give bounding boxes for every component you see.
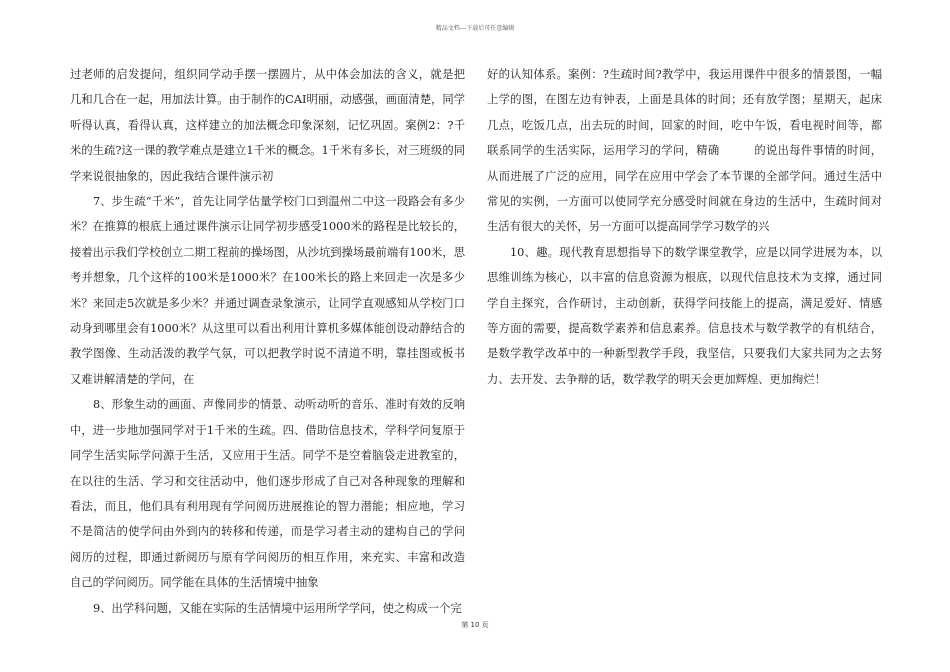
paragraph: 9、出学科问题，又能在实际的生活情境中运用所学学问，使之构成一个完 <box>93 601 462 615</box>
paragraph: 好的认知体系。案例：?生疏时间?教学中，我运用课件中很多的情景图，一幅上学的图，在图左边有钟表，上面是具体的时间；还有放学图；星期天，起床几点，吃饭几点，出去玩的时间，回家的时间，吃中午饭，看电视时间等，都联系同学的生活实际，运用学习的学问，精确 的说出每件事情的时间，从而进展了广泛的应用，同学在应用中学会了本节课的全部学问。通过生活中常见的实例，一方面可以使同学充分感受时间就在身边的生活中，生疏时间对生活有很大的关怀，另一方面可以提高同学学习数学的兴 <box>487 68 882 234</box>
paragraph: 10、趣。现代教育思想指导下的数学课堂教学，应是以同学进展为本，以思维训练为核心，以丰富的信息资源为根底，以现代信息技术为支撑，通过同学自主探究，合作研讨，主动创新，获得学问技能上的提高，满足爱好、情感等方面的需要，提高数学素养和信息素养。信息技术与数学教学的有机结合，是数学教学改革中的一种新型教学手段，我坚信，只要我们大家共同为之去努力、去开发、去争辩的话，数学教学的明天会更加辉煌、更加绚烂！ <box>487 245 882 386</box>
paragraph: 8、形象生动的画面、声像同步的情景、动听动听的音乐、准时有效的反响中，进一步地加强同学对于1千米的生疏。四、借助信息技术，学科学问复原于同学生活实际学问源于生活，又应用于生活。同学不是空着脑袋走进教室的，在以往的生活、学习和交往活动中，他们逐步形成了自己对各种现象的理解和看法，而且，他们具有利用现有学问阅历进展推论的智力潜能；相应地，学习不是简洁的使学问由外到内的转移和传递，而是学习者主动的建构自己的学问阅历的过程，即通过新阅历与原有学问阅历的相互作用，来充实、丰富和改造自己的学问阅历。同学能在具体的生活情境中抽象 <box>70 398 465 590</box>
page-header: 精品文档---下载后可任意编辑 <box>435 25 515 32</box>
left-column <box>70 62 465 621</box>
page-number: 第 10 页 <box>461 621 489 629</box>
right-column <box>487 62 882 392</box>
paragraph: 7、步生疏“千米”，首先让同学估量学校门口到温州二中这一段路会有多少米？在推算的根底上通过课件演示让同学初步感受1000米的路程是比较长的，接着出示我们学校创立二期工程前的操场图，从沙坑到操场最前端有100米，思考并想象，几个这样的100米是1000米？在100米长的路上来回走一次是多少米？来回走5次就是多少米？并通过调查录象演示，让同学直观感知从学校门口动身到哪里会有1000米？从这里可以看出利用计算机多媒体能创设动静结合的教学图像、生动活泼的教学气氛，可以把教学时说不清道不明，靠挂图或板书又难讲解清楚的学问，在 <box>70 195 465 386</box>
paragraph: 过老师的启发提问，组织同学动手摆一摆圆片，从中体会加法的含义，就是把几和几合在一起，用加法计算。由于制作的CAI明丽，动感强，画面清楚，同学听得认真，看得认真，这样建立的加法概念印象深刻，记忆巩固。案例2：?千米的生疏?这一课的教学难点是建立1千米的概念。1千米有多长，对三班级的同学来说很抽象的，因此我结合课件演示初 <box>70 68 465 183</box>
